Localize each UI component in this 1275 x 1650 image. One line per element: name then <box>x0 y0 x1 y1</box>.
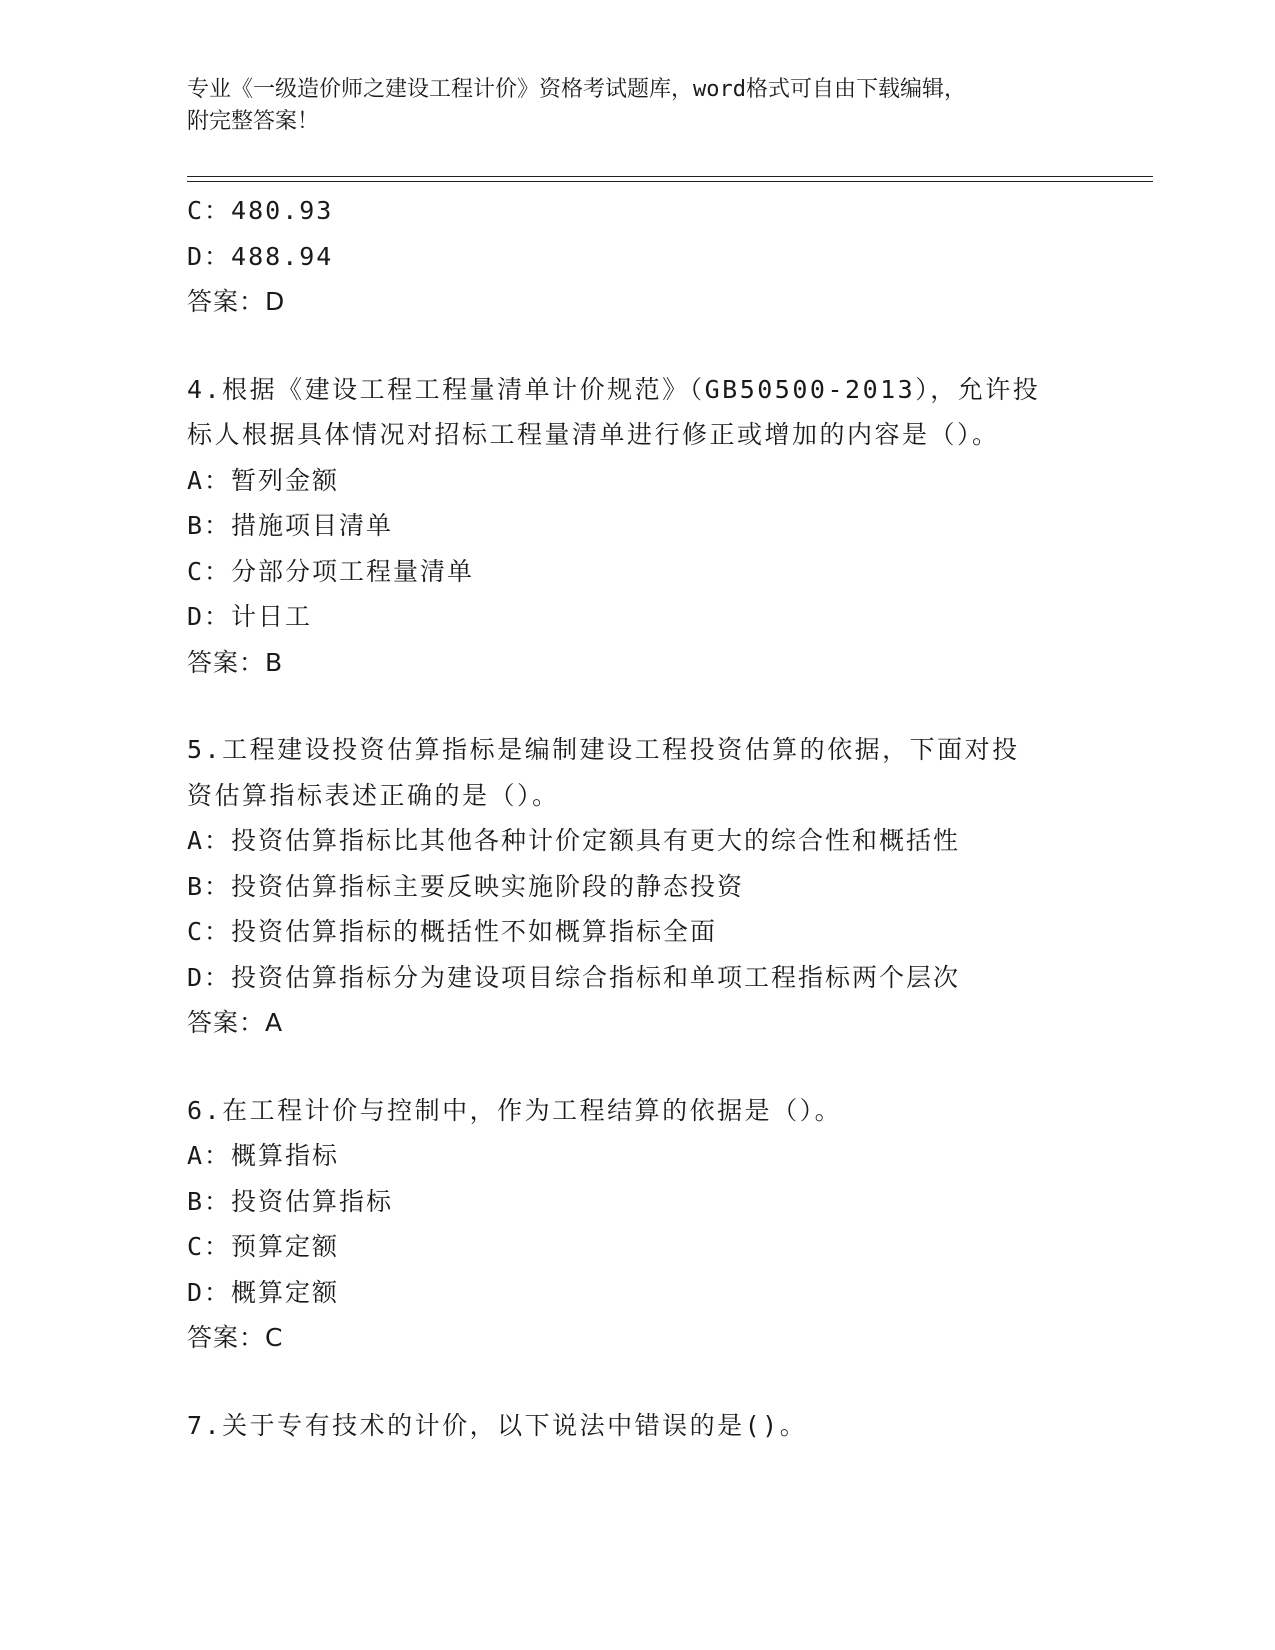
option-d: D：计日工 <box>187 602 313 631</box>
question-text-line: 资估算指标表述正确的是（）。 <box>187 780 560 810</box>
option-a: A：投资估算指标比其他各种计价定额具有更大的综合性和概括性 <box>187 826 961 855</box>
option-c: C：预算定额 <box>187 1232 340 1261</box>
question-text-line: 7.关于专有技术的计价，以下说法中错误的是()。 <box>187 1410 808 1440</box>
question-text-line: 4.根据《建设工程工程量清单计价规范》（GB50500-2013），允许投 <box>187 374 1041 404</box>
spacer <box>187 685 1087 727</box>
option-b: B：投资估算指标 <box>187 1186 394 1216</box>
question-5 <box>187 727 1087 1046</box>
option-a: A：概算指标 <box>187 1141 340 1170</box>
question-list <box>187 188 1087 1448</box>
header-line-2: 附完整答案！ <box>187 109 320 134</box>
question-7 <box>187 1403 1087 1449</box>
spacer <box>187 1046 1087 1088</box>
option-b: B：投资估算指标主要反映实施阶段的静态投资 <box>187 871 745 901</box>
document-header <box>187 74 1067 138</box>
question-4 <box>187 367 1087 686</box>
header-divider-top <box>187 176 1153 177</box>
option-d: D：投资估算指标分为建设项目综合指标和单项工程指标两个层次 <box>187 962 961 992</box>
question-text-line: 标人根据具体情况对招标工程量清单进行修正或增加的内容是（）。 <box>187 420 1000 449</box>
spacer <box>187 325 1087 367</box>
spacer <box>187 1361 1087 1403</box>
option-b: B：措施项目清单 <box>187 511 394 540</box>
option-c: C：分部分项工程量清单 <box>187 556 475 586</box>
answer: 答案：B <box>187 647 284 677</box>
answer: 答案：A <box>187 1008 284 1037</box>
question-text-line: 6.在工程计价与控制中，作为工程结算的依据是（）。 <box>187 1095 843 1125</box>
option-c: C：投资估算指标的概括性不如概算指标全面 <box>187 917 718 946</box>
option-d: D：488.94 <box>187 241 334 271</box>
answer: 答案：C <box>187 1323 284 1352</box>
answer: 答案：D <box>187 287 286 316</box>
option-d: D：概算定额 <box>187 1277 340 1307</box>
question-6 <box>187 1088 1087 1361</box>
header-divider-bottom <box>187 181 1153 182</box>
header-line-1: 专业《一级造价师之建设工程计价》资格考试题库，word格式可自由下载编辑， <box>187 77 966 102</box>
option-c: C：480.93 <box>187 196 334 225</box>
question-text-line: 5.工程建设投资估算指标是编制建设工程投资估算的依据，下面对投 <box>187 735 1020 764</box>
question-3-tail <box>187 188 1087 325</box>
option-a: A：暂列金额 <box>187 465 340 495</box>
